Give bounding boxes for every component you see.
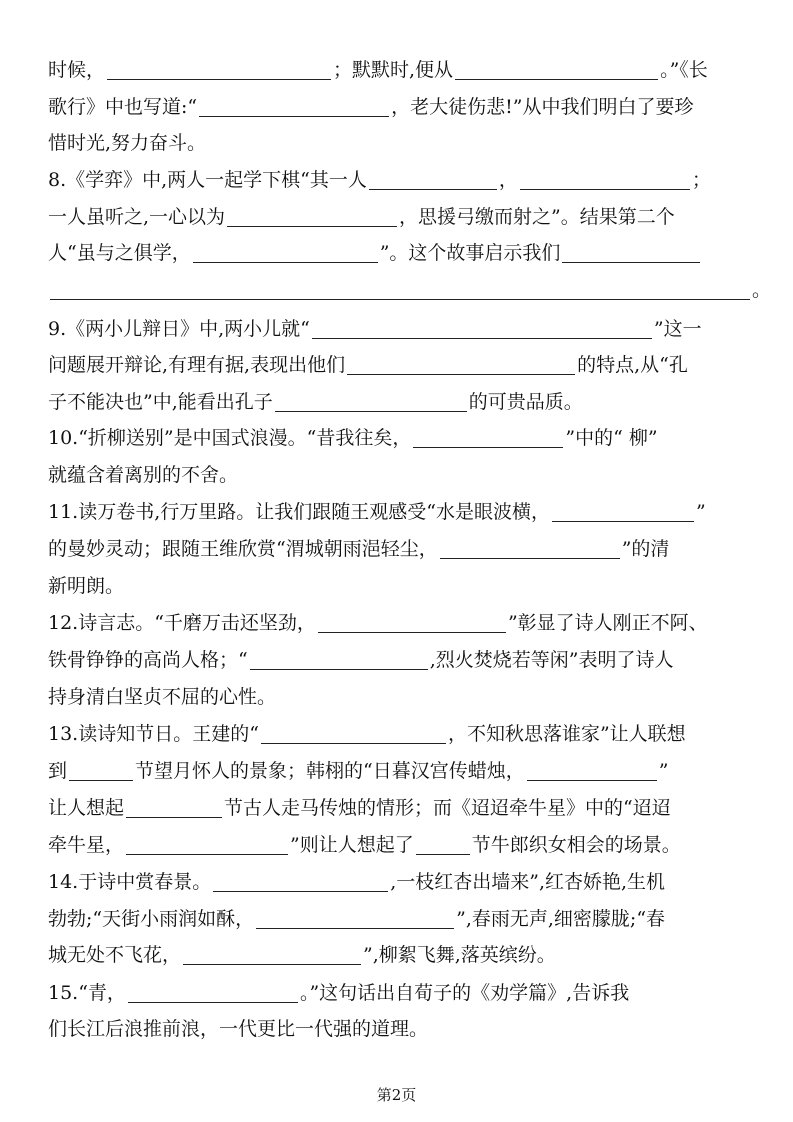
question-text: 。”这句话出自荀子的《劝学篇》,告诉我 xyxy=(299,982,630,1004)
answer-blank[interactable] xyxy=(69,758,133,781)
text-line xyxy=(48,642,760,678)
answer-blank[interactable] xyxy=(227,204,397,227)
question-text: 人“虽与之俱学， xyxy=(48,242,191,264)
question-text: ，不知秋思落谁家”让人联想 xyxy=(447,723,686,745)
answer-blank[interactable] xyxy=(107,57,331,80)
answer-blank[interactable] xyxy=(527,758,657,781)
answer-blank[interactable] xyxy=(261,721,446,744)
text-line xyxy=(48,1011,760,1047)
question-text: ,一枝红杏出墙来”,红杏娇艳,生机 xyxy=(390,871,666,893)
answer-blank[interactable] xyxy=(126,832,288,855)
text-line xyxy=(48,457,760,493)
answer-blank[interactable] xyxy=(250,647,428,670)
question-text: 就蕴含着离别的不舍。 xyxy=(48,464,239,486)
question-text: ”则让人想起了 xyxy=(290,834,414,856)
answer-blank[interactable] xyxy=(562,240,700,263)
page-number: 第2页 xyxy=(376,1086,417,1104)
text-line xyxy=(48,605,760,641)
question-text: 节古人走马传烛的情形；而《迢迢牵牛星》中的“迢迢 xyxy=(224,797,671,819)
text-line xyxy=(48,790,760,826)
text-line xyxy=(48,531,760,567)
text-line xyxy=(48,199,760,235)
question-text: 铁骨铮铮的高尚人格；“ xyxy=(48,649,248,671)
question-text: ”这一 xyxy=(653,318,702,340)
answer-blank[interactable] xyxy=(275,389,467,412)
question-text: 的可贵品质。 xyxy=(468,391,583,413)
text-line xyxy=(48,864,760,900)
question-text: 节望月怀人的景象；韩栩的“日暮汉宫传蜡烛， xyxy=(135,760,525,782)
text-line xyxy=(48,162,760,198)
question-text: ”,春雨无声,细密朦胧;“春 xyxy=(456,908,666,930)
question-text: 。 xyxy=(752,279,772,301)
answer-blank[interactable] xyxy=(416,832,470,855)
text-line xyxy=(48,753,760,789)
text-line xyxy=(48,384,760,420)
answer-blank[interactable] xyxy=(369,167,497,190)
question-text: ， xyxy=(498,169,518,191)
answer-blank[interactable] xyxy=(312,316,652,339)
answer-blank[interactable] xyxy=(440,536,620,559)
question-text: ，老大徒伤悲!”从中我们明白了要珍 xyxy=(391,96,694,118)
question-text: 的曼妙灵动；跟随王维欣赏“渭城朝雨浥轻尘， xyxy=(48,538,438,560)
question-text: 9.《两小儿辩日》中,两小儿就“ xyxy=(48,318,310,340)
question-text: 们长江后浪推前浪，一代更比一代强的道理。 xyxy=(48,1018,429,1040)
question-text: 时候， xyxy=(48,59,106,81)
question-text: 新明朗。 xyxy=(48,575,125,597)
question-text: 持身清白坚贞不屈的心性。 xyxy=(48,686,277,708)
text-line xyxy=(48,901,760,937)
question-text: 13.读诗知节日。王建的“ xyxy=(48,723,259,745)
question-text: 惜时光,努力奋斗。 xyxy=(48,132,207,154)
text-line xyxy=(48,679,760,715)
question-text: ，思援弓缴而射之”。结果第二个 xyxy=(399,206,675,228)
answer-blank[interactable] xyxy=(128,980,298,1003)
answer-blank[interactable] xyxy=(413,425,563,448)
question-text: 10.“折柳送别”是中国式浪漫。“昔我往矣， xyxy=(48,427,412,449)
text-line xyxy=(48,494,760,530)
question-text: 勃勃;“天街小雨润如酥， xyxy=(48,908,255,930)
answer-blank[interactable] xyxy=(256,906,454,929)
question-text: 11.读万卷书,行万里路。让我们跟随王观感受“水是眼波横， xyxy=(48,501,550,523)
answer-blank[interactable] xyxy=(213,869,388,892)
question-text: ；默默时,便从 xyxy=(333,59,454,81)
answer-blank[interactable] xyxy=(183,942,361,965)
question-text: 。”《长 xyxy=(660,59,708,81)
answer-blank[interactable] xyxy=(126,795,222,818)
question-text: ” xyxy=(695,501,706,523)
question-text: 的特点,从“孔 xyxy=(577,354,688,376)
question-text: 到 xyxy=(48,760,68,782)
text-line xyxy=(48,568,760,604)
question-text: 歌行》中也写道:“ xyxy=(48,96,198,118)
question-text: 问题展开辩论,有理有据,表现出他们 xyxy=(48,354,346,376)
text-line xyxy=(48,272,772,308)
text-line xyxy=(48,311,760,347)
question-text: ”的清 xyxy=(621,538,670,560)
text-line xyxy=(48,89,760,125)
question-text: ”中的“ 柳” xyxy=(565,427,658,449)
answer-blank[interactable] xyxy=(520,167,690,190)
question-text: 让人想起 xyxy=(48,797,125,819)
question-text: 8.《学弈》中,两人一起学下棋“其一人 xyxy=(48,169,367,191)
answer-blank[interactable] xyxy=(552,499,694,522)
text-line xyxy=(48,125,760,161)
question-text: 牵牛星， xyxy=(48,834,125,856)
question-text: 15.“青， xyxy=(48,982,126,1004)
answer-blank[interactable] xyxy=(347,352,575,375)
text-line xyxy=(48,347,760,383)
question-text: ； xyxy=(691,169,711,191)
text-line xyxy=(48,827,760,863)
answer-blank[interactable] xyxy=(199,94,389,117)
answer-blank[interactable] xyxy=(50,277,750,300)
question-text: ”,柳絮飞舞,落英缤纷。 xyxy=(363,944,556,966)
question-text: 一人虽听之,一心以为 xyxy=(48,206,226,228)
question-text: 子不能决也”中,能看出孔子 xyxy=(48,391,273,413)
text-line xyxy=(48,716,760,752)
text-line xyxy=(48,975,760,1011)
text-line xyxy=(48,937,760,973)
question-text: ” xyxy=(658,760,669,782)
text-line xyxy=(48,52,760,88)
question-text: ”。这个故事启示我们 xyxy=(379,242,561,264)
question-text: ,烈火焚烧若等闲”表明了诗人 xyxy=(429,649,674,671)
question-text: 城无处不飞花， xyxy=(48,944,182,966)
question-text: 14.于诗中赏春景。 xyxy=(48,871,212,893)
question-text: 12.诗言志。“千磨万击还坚劲， xyxy=(48,612,316,634)
question-text: ”彰显了诗人刚正不阿、 xyxy=(507,612,708,634)
text-line xyxy=(48,235,760,271)
answer-blank[interactable] xyxy=(318,610,506,633)
question-text: 节牛郎织女相会的场景。 xyxy=(471,834,681,856)
answer-blank[interactable] xyxy=(455,57,658,80)
answer-blank[interactable] xyxy=(193,240,378,263)
text-line xyxy=(48,420,760,456)
